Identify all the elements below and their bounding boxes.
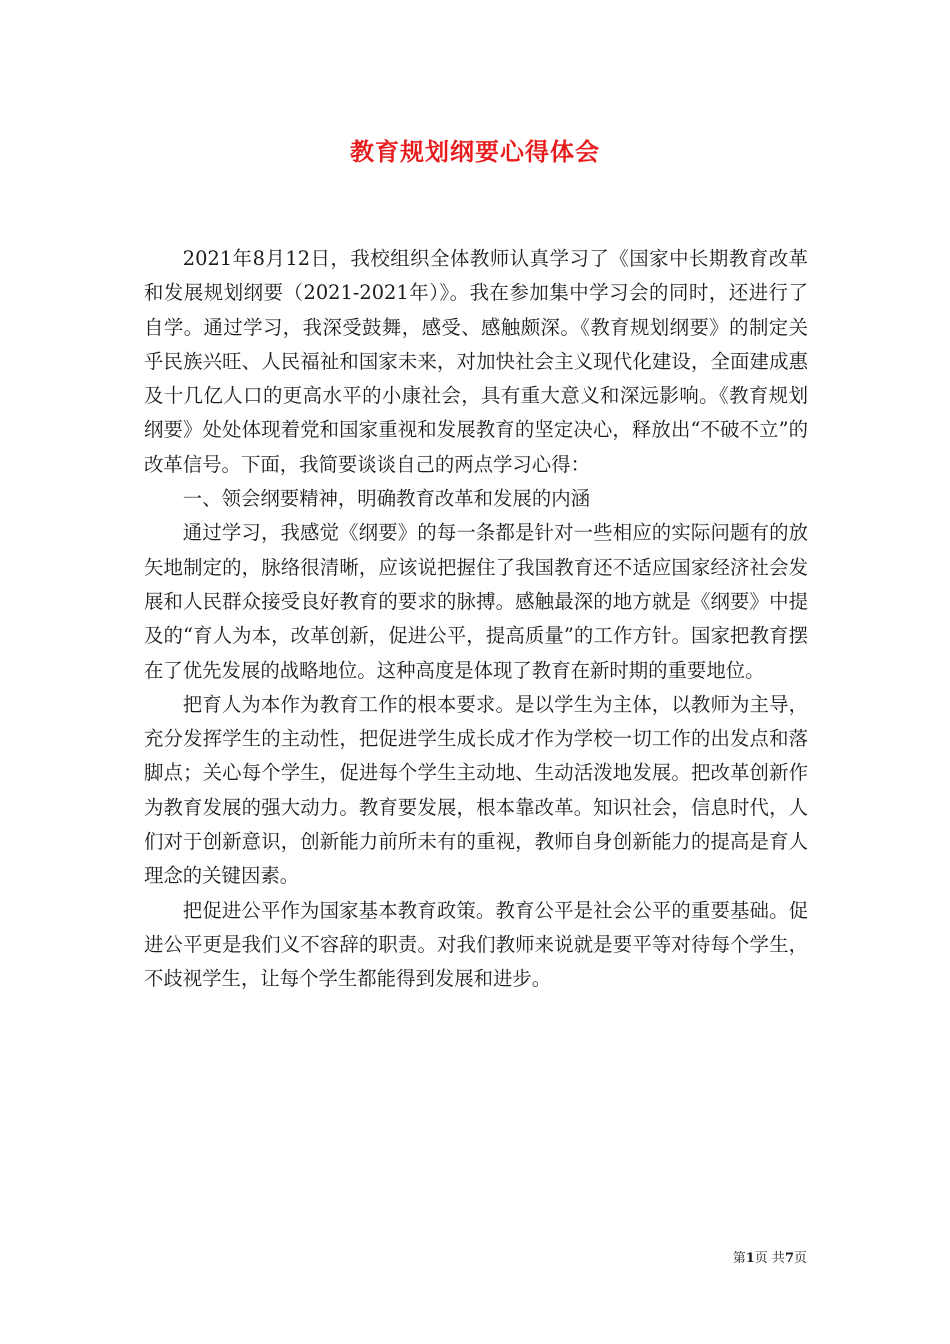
page-title: 教育规划纲要心得体会 — [350, 137, 600, 166]
paragraph-understanding: 通过学习，我感觉《纲要》的每一条都是针对一些相应的实际问题有的放矢地制定的，脉络很清晰，应该说把握住了我国教育还不适应国家经济社会发展和人民群众接受良好教育的要求的脉搏。感触最深的地方就是《纲要》中提及的“育人为本，改革创新，促进公平，提高质量”的工作方针。国家把教育摆在了优先发展的战略地位。这种高度是体现了教育在新时期的重要地位。 — [144, 521, 808, 682]
footer-prefix: 第 — [732, 1251, 746, 1266]
document-body — [144, 242, 808, 997]
page-footer — [733, 1247, 807, 1266]
paragraph-fairness: 把促进公平作为国家基本教育政策。教育公平是社会公平的重要基础。促进公平更是我们义不容辞的职责。对我们教师来说就是要平等对待每个学生，不歧视学生，让每个学生都能得到发展和进步。 — [144, 898, 808, 991]
paragraph-people-oriented: 把育人为本作为教育工作的根本要求。是以学生为主体，以教师为主导，充分发挥学生的主动性，把促进学生成长成才作为学校一切工作的出发点和落脚点；关心每个学生，促进每个学生主动地、生动活泼地发展。把改革创新作为教育发展的强大动力。教育要发展，根本靠改革。知识社会，信息时代，人们对于创新意识，创新能力前所未有的重视，教师自身创新能力的提高是育人理念的关键因素。 — [144, 692, 808, 888]
paragraph-intro: 2021年8月12日，我校组织全体教师认真学习了《国家中长期教育改革和发展规划纲要（2021-2021年）》。我在参加集中学习会的同时，还进行了自学。通过学习，我深受鼓舞，感受、感触颇深。《教育规划纲要》的制定关乎民族兴旺、人民福祉和国家未来，对加快社会主义现代化建设，全面建成惠及十几亿人口的更高水平的小康社会，具有重大意义和深远影响。《教育规划纲要》处处体现着党和国家重视和发展教育的坚定决心，释放出“不破不立”的改革信号。下面，我简要谈谈自己的两点学习心得： — [144, 247, 808, 476]
footer-suffix: 页 — [793, 1251, 807, 1266]
current-page-number: 1 — [745, 1251, 755, 1266]
total-pages-number: 7 — [784, 1251, 794, 1266]
footer-middle: 页 共 — [754, 1251, 785, 1266]
section-heading-1: 一、领会纲要精神，明确教育改革和发展的内涵 — [182, 487, 590, 511]
